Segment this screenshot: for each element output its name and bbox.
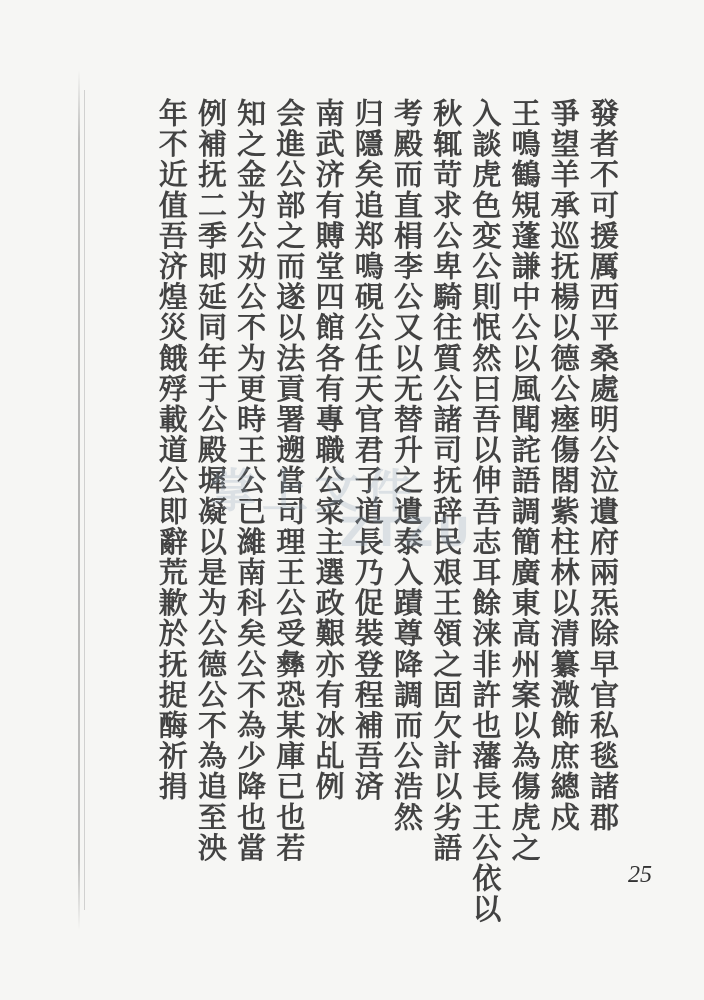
handwritten-text-block (152, 98, 622, 925)
page-number: 25 (628, 862, 652, 888)
text-column: 考殿而直梋李公又以无替升之遺泰入蹟尊降調而公浩然 (389, 98, 424, 833)
watermark-url: ZTZU (340, 510, 474, 556)
text-column: 發者不可援厲西平桑處明公泣遺府兩炁除早官私毯諸郡 (586, 98, 620, 833)
text-column: 归隱矣追郑鳴硯公任天官君子道長乃促裝登程補吾済 (350, 98, 385, 802)
text-column: 例補抚二季即延同年于公殿墀凝以是为公德公不為追至泱 (193, 98, 228, 863)
text-column: 年不近值吾济煌災餓殍載道公即辭荒歉於抚捉酶祈捐 (154, 98, 189, 802)
text-column: 秋辄苛求公卑騎往質公諸司抚辞民艰王領之固欠計以劣語 (429, 98, 464, 863)
text-column: 会進公部之而遂以法貢署遡當司理王公受彝恐某庫已也若 (272, 98, 307, 863)
text-column: 知之金为公劝公不为更時王公已濰南科矣公不為少降也當 (233, 98, 268, 863)
text-column: 入談虎色変公則怋然曰吾以伸吾志耳餘涞非許也藩長王公依以 (468, 98, 503, 925)
binding-edge-line (78, 70, 80, 930)
watermark-title: 掌上文件 (210, 464, 418, 518)
text-column: 王鳴鶴䂓蓬謙中公以風聞詫語調簡廣東高州案以為傷虎之 (507, 98, 542, 863)
text-column: 南武济有賻堂四館各有專職公寀主選政艱亦有冰乩例 (311, 98, 346, 802)
binding-edge-shadow (84, 90, 85, 910)
text-column: 爭望羊承巡抚楊以德公瘞傷閤紫柱林以清纂溦飾庶總戍 (546, 98, 581, 833)
